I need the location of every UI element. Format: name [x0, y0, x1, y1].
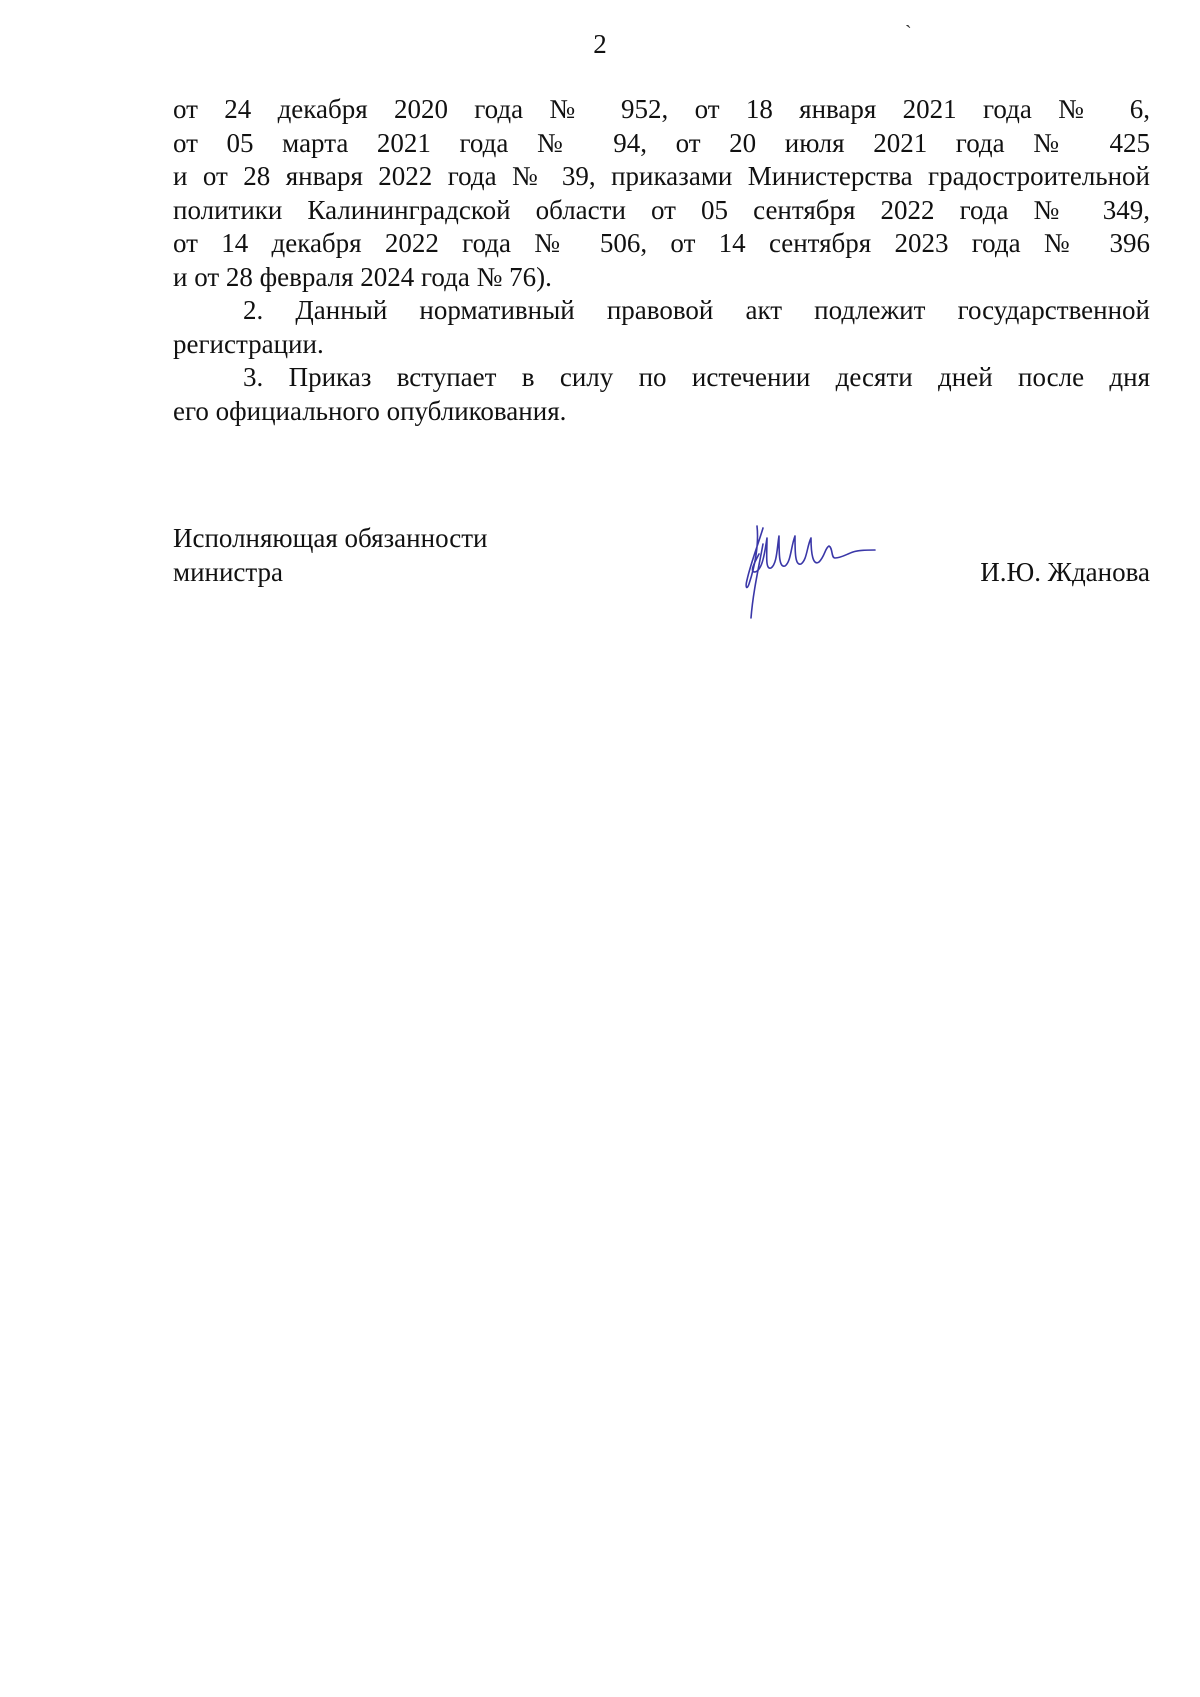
document-body: [173, 93, 1150, 428]
body-line: от 14 декабря 2022 года № 506, от 14 сентября 2023 года № 396: [173, 228, 1150, 258]
body-line: 2. Данный нормативный правовой акт подлежит государственной: [243, 295, 1150, 325]
body-line: и от 28 февраля 2024 года № 76).: [173, 261, 552, 292]
body-line: 3. Приказ вступает в силу по истечении десяти дней после дня: [243, 362, 1150, 392]
item-2-paragraph: [173, 294, 1150, 328]
body-line: регистрации.: [173, 328, 324, 359]
item-3-paragraph: [173, 361, 1150, 395]
item-3-paragraph-end: [173, 395, 1150, 429]
body-line: и от 28 января 2022 года № 39, приказами Министерства градостроительной: [173, 161, 1150, 191]
signer-position-line: Исполняющая обязанности: [173, 523, 488, 553]
signer-position-line: министра: [173, 556, 284, 587]
signer-name: И.Ю. Жданова: [980, 556, 1150, 587]
handwritten-signature: [729, 514, 879, 624]
body-line: его официального опубликования.: [173, 395, 567, 426]
continuation-paragraph: [173, 93, 1150, 294]
signer-position: [173, 522, 593, 589]
body-line: от 24 декабря 2020 года № 952, от 18 января 2021 года № 6,: [173, 94, 1150, 124]
page-number: 2: [593, 29, 607, 59]
body-line: от 05 марта 2021 года № 94, от 20 июля 2021 года № 425: [173, 127, 1150, 158]
scan-speck: `: [905, 22, 912, 44]
item-2-paragraph-end: [173, 328, 1150, 362]
signature-block: [173, 522, 1150, 622]
body-line: политики Калининградской области от 05 сентября 2022 года № 349,: [173, 194, 1150, 225]
